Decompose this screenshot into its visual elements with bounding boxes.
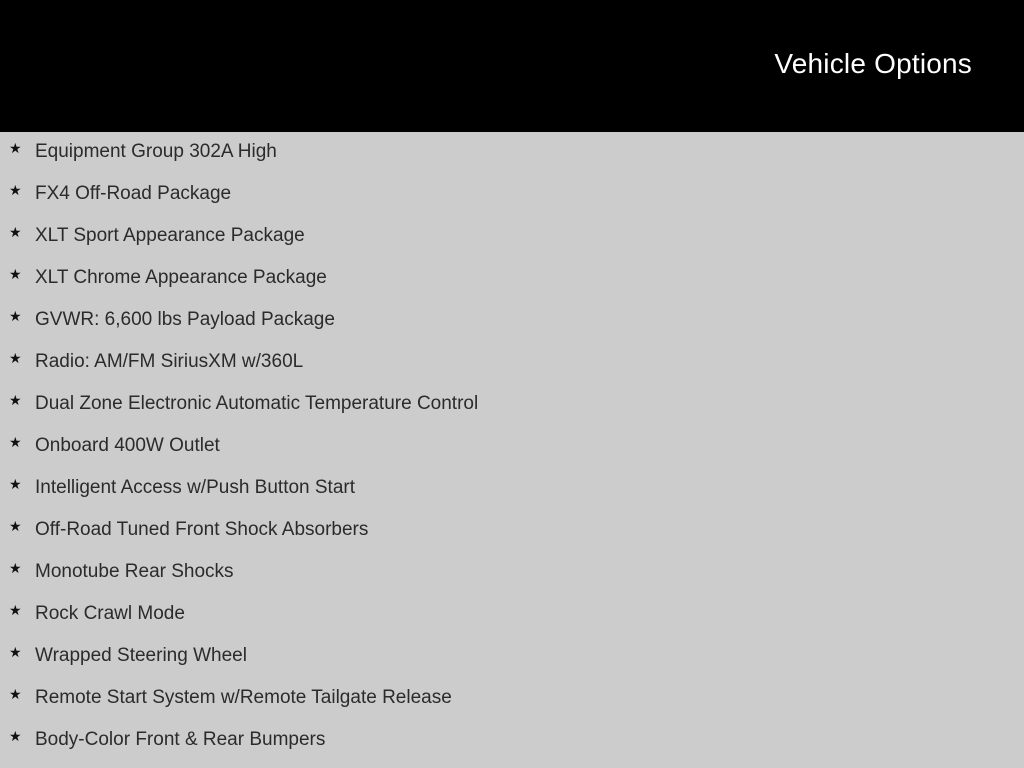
list-item bbox=[0, 426, 1024, 468]
list-item bbox=[0, 720, 1024, 762]
star-icon: ★ bbox=[9, 728, 22, 744]
header-bar bbox=[0, 0, 1024, 132]
list-item bbox=[0, 300, 1024, 342]
star-icon: ★ bbox=[9, 560, 22, 576]
list-item bbox=[0, 174, 1024, 216]
list-item bbox=[0, 594, 1024, 636]
list-item bbox=[0, 342, 1024, 384]
list-item bbox=[0, 384, 1024, 426]
star-icon: ★ bbox=[9, 518, 22, 534]
option-label: Onboard 400W Outlet bbox=[35, 435, 220, 456]
option-label: Remote Start System w/Remote Tailgate Release bbox=[35, 687, 452, 708]
list-item bbox=[0, 636, 1024, 678]
option-label: Radio: AM/FM SiriusXM w/360L bbox=[35, 351, 304, 372]
option-label: GVWR: 6,600 lbs Payload Package bbox=[35, 309, 335, 330]
star-icon: ★ bbox=[9, 644, 22, 660]
vehicle-options-list bbox=[0, 132, 1024, 768]
option-label: Rock Crawl Mode bbox=[35, 603, 185, 624]
star-icon: ★ bbox=[9, 476, 22, 492]
option-label: FX4 Off-Road Package bbox=[35, 183, 232, 204]
list-item bbox=[0, 678, 1024, 720]
list-item bbox=[0, 510, 1024, 552]
option-label: XLT Sport Appearance Package bbox=[35, 225, 305, 246]
option-label: Dual Zone Electronic Automatic Temperature Control bbox=[35, 393, 479, 414]
list-item bbox=[0, 468, 1024, 510]
list-item bbox=[0, 552, 1024, 594]
star-icon: ★ bbox=[9, 308, 22, 324]
star-icon: ★ bbox=[9, 392, 22, 408]
list-item bbox=[0, 216, 1024, 258]
page-title: Vehicle Options bbox=[774, 48, 972, 79]
star-icon: ★ bbox=[9, 140, 22, 156]
option-label: Monotube Rear Shocks bbox=[35, 561, 234, 582]
star-icon: ★ bbox=[9, 182, 22, 198]
option-label: Equipment Group 302A High bbox=[35, 141, 277, 162]
star-icon: ★ bbox=[9, 350, 22, 366]
star-icon: ★ bbox=[9, 266, 22, 282]
star-icon: ★ bbox=[9, 434, 22, 450]
list-item bbox=[0, 258, 1024, 300]
option-label: XLT Chrome Appearance Package bbox=[35, 267, 327, 288]
list-item bbox=[0, 132, 1024, 174]
option-label: Wrapped Steering Wheel bbox=[35, 645, 247, 666]
star-icon: ★ bbox=[9, 224, 22, 240]
star-icon: ★ bbox=[9, 602, 22, 618]
option-label: Off-Road Tuned Front Shock Absorbers bbox=[35, 519, 369, 540]
option-label: Intelligent Access w/Push Button Start bbox=[35, 477, 356, 498]
option-label: Body-Color Front & Rear Bumpers bbox=[35, 729, 326, 750]
star-icon: ★ bbox=[9, 686, 22, 702]
